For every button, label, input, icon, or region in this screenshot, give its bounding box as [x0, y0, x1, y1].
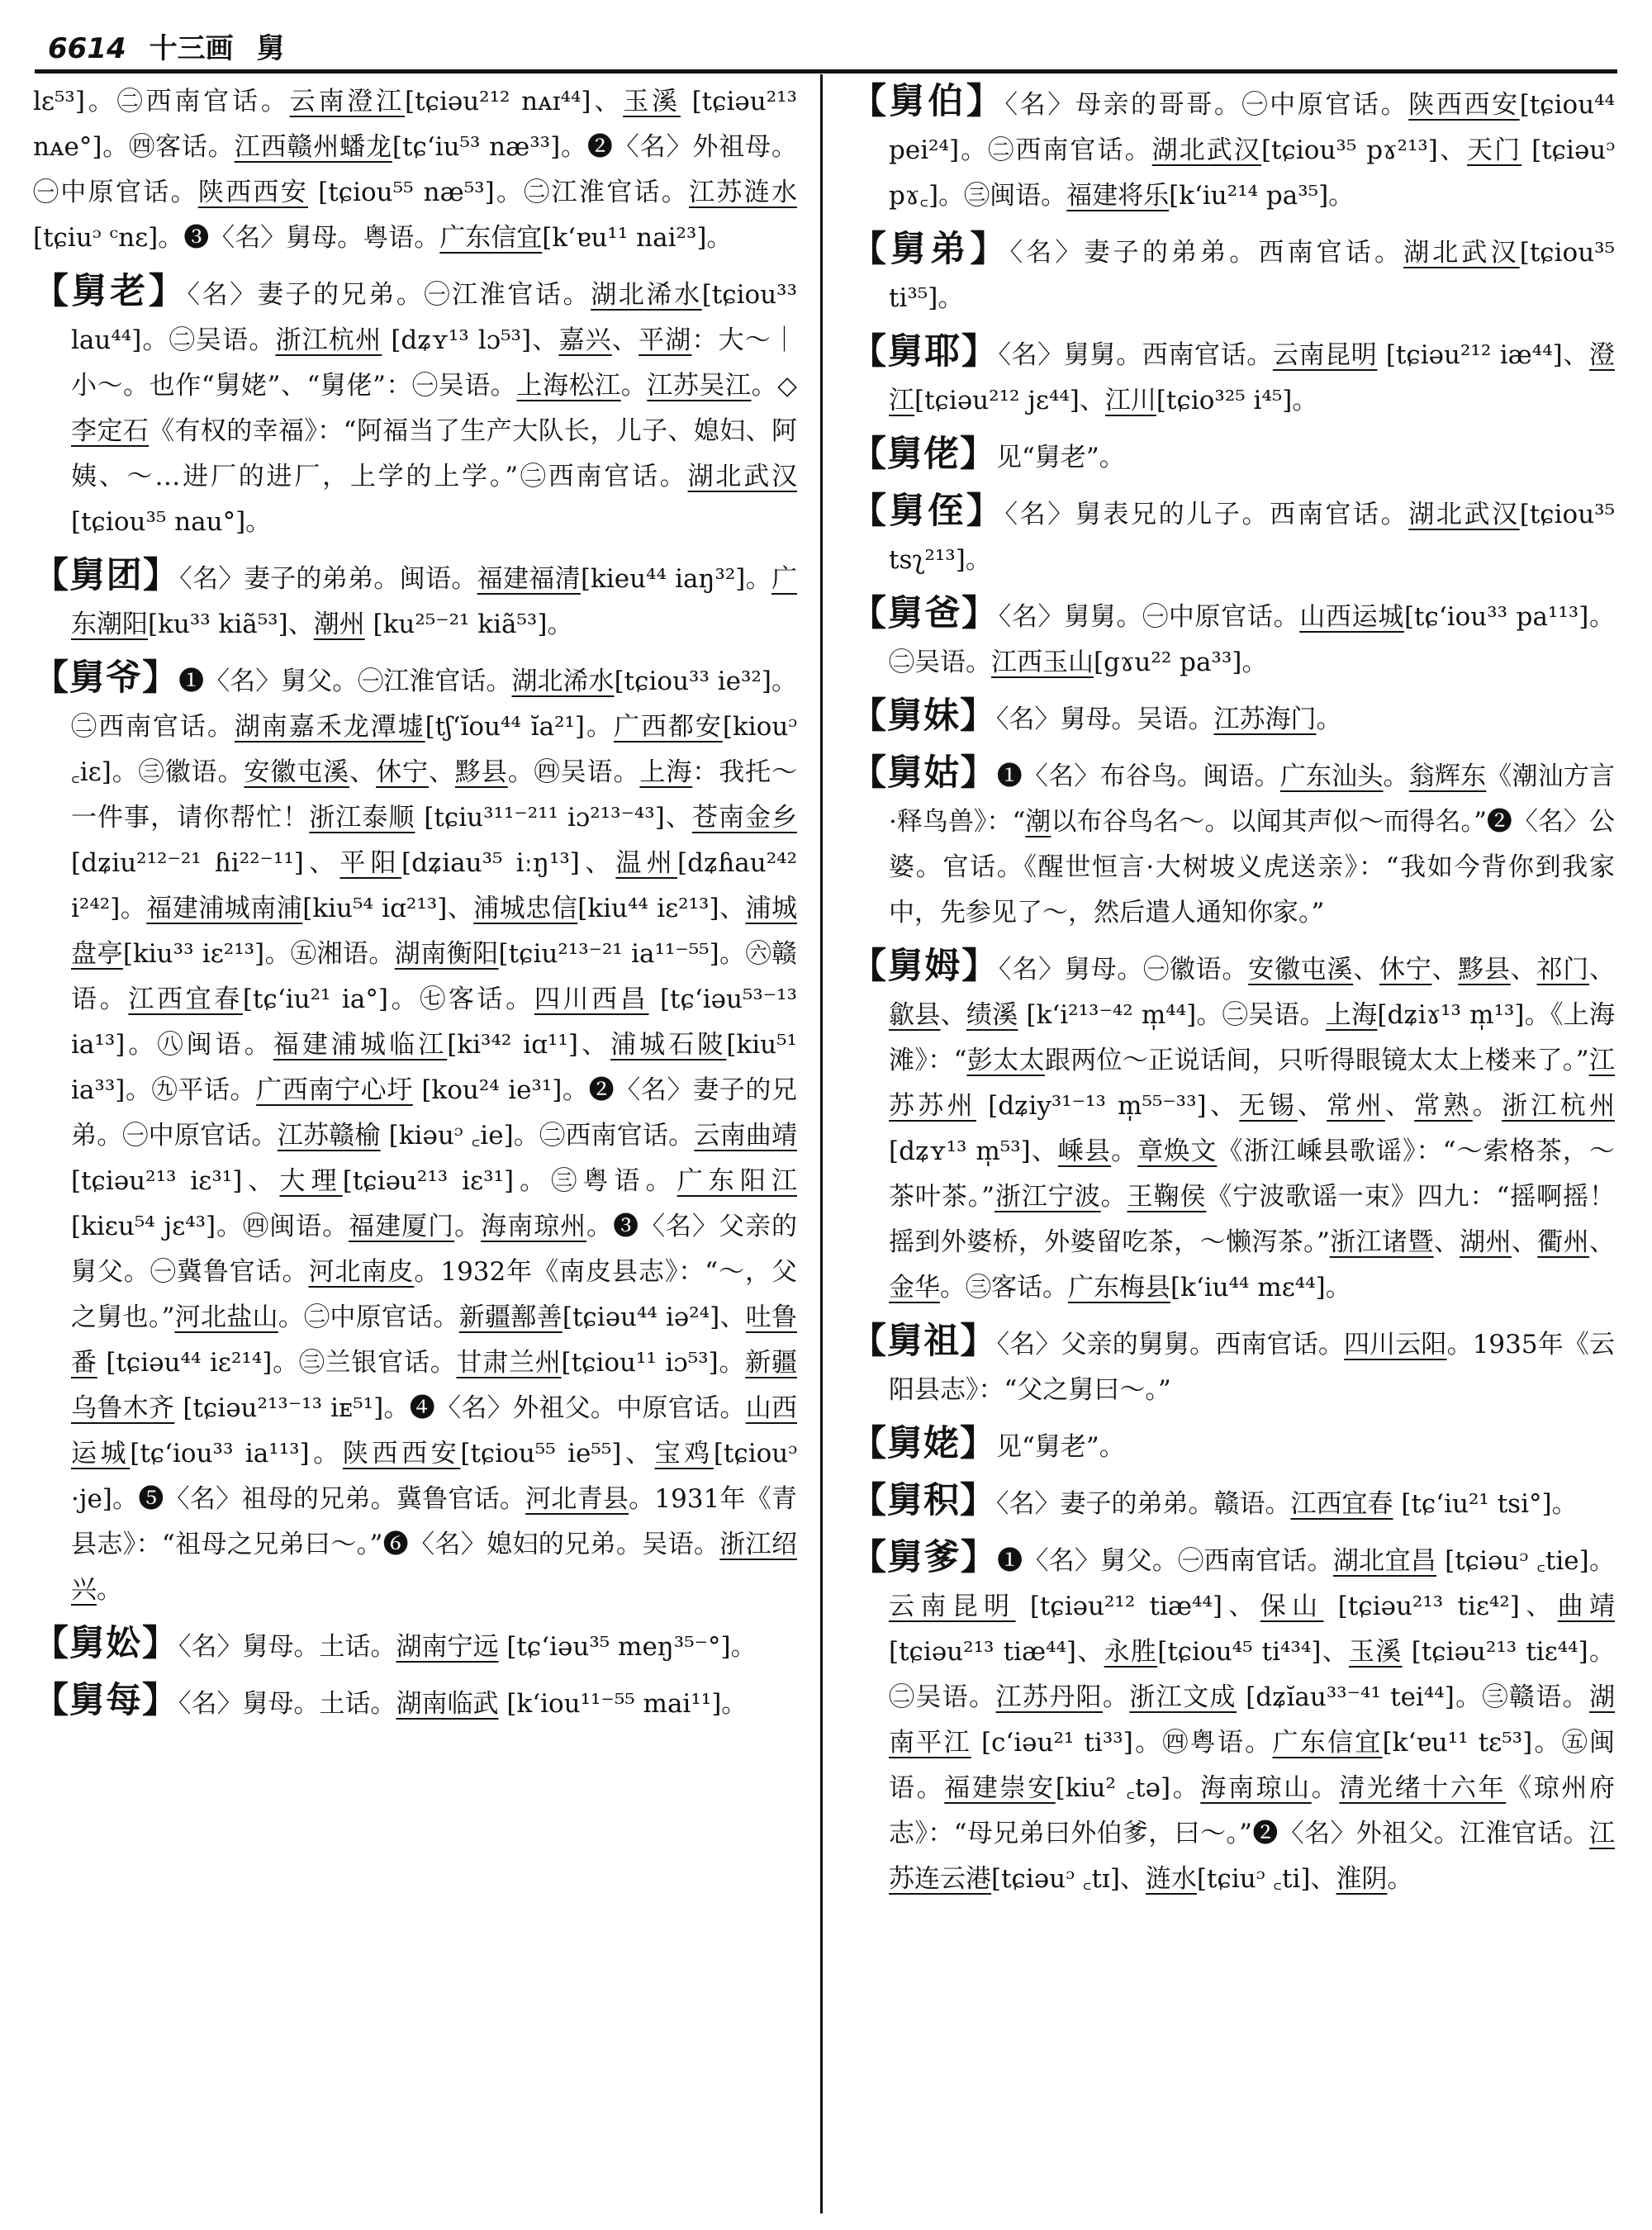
definition-text: [tɕiuᵓ ꜀ti]、	[1196, 1864, 1336, 1894]
definition-text: 。◇	[751, 371, 797, 401]
definition-text: [ku³³ kiã⁵³]、	[148, 610, 314, 639]
definition-text: 跟两位～正说话间，只听得眼镜太太上楼来了。”	[1044, 1046, 1589, 1075]
stroke-section: 十三画	[149, 32, 234, 66]
definition-text: [ku²⁵⁻²¹ kiã⁵³]。	[364, 610, 573, 639]
headword: 【舅爷】	[33, 657, 179, 699]
definition-text: 、	[611, 325, 639, 355]
definition-text: [tɕiəu⁴⁴ iɛ²¹⁴]。㊂兰银官话。	[97, 1348, 457, 1378]
definition-text: 。	[1311, 1773, 1340, 1803]
definition-text: 、	[1589, 955, 1615, 985]
definition-text: [tɕiou³³ lau⁴⁴]。㊁吴语。	[71, 280, 797, 355]
definition-text: 〈名〉母亲的哥哥。㊀中原官话。	[1004, 90, 1409, 120]
definition-text: 、	[1297, 1091, 1327, 1121]
dictionary-entry	[33, 656, 797, 1613]
definition-text: [cʻiəu²¹ ti³³]。㊃粤语。	[971, 1728, 1273, 1758]
underlined-term: 河北南皮	[308, 1257, 415, 1287]
definition-text: 以布谷鸟名～。以闻其声似～而得名。”❷〈名〉公婆。官话。《醒世恒言·大树坡义虎送亲》：“我如今背你到我家中，先参见了～，然后遣人通知你家。”	[889, 807, 1615, 928]
definition-text: [ki³⁴² iɑ¹¹]、	[447, 1030, 611, 1060]
underlined-term: 湖南宁远	[396, 1632, 499, 1662]
definition-text: [tɕiəu²¹³ iɛ³¹]、	[71, 1166, 280, 1196]
underlined-term: 江苏苏州	[889, 1046, 1615, 1121]
underlined-term: 天门	[1467, 135, 1522, 165]
definition-text: ：大～｜小～。也作“舅姥”、“舅佬”：㊀吴语。	[71, 325, 797, 401]
underlined-term: 广东潮阳	[71, 564, 797, 639]
definition-text: 、	[349, 757, 377, 787]
underlined-term: 江苏赣榆	[277, 1121, 381, 1151]
definition-text: 。㊁中原官话。	[278, 1302, 459, 1332]
definition-text: 〈名〉舅舅。西南官话。	[998, 340, 1273, 370]
underlined-term: 浙江诸暨	[1329, 1227, 1434, 1257]
definition-text: 。㊃吴语。	[507, 757, 640, 787]
underlined-term: 山西运城	[1299, 602, 1404, 632]
underlined-term: 湖南衡阳	[394, 939, 499, 969]
definition-text: 〈名〉妻子的兄弟。㊀江淮官话。	[187, 280, 591, 310]
underlined-term: 海南琼州	[481, 1212, 587, 1241]
underlined-term: 翁辉东	[1408, 762, 1487, 791]
definition-text: [dʑiu²¹²⁻²¹ ɦi²²⁻¹¹]、	[71, 848, 340, 878]
definition-text: [tɕiəu²¹³ tiɛ⁴²]、	[1323, 1592, 1558, 1621]
underlined-term: 嘉兴	[558, 325, 612, 355]
definition-text: [tɕiəuᵓ ꜀tɪ]、	[991, 1864, 1146, 1894]
definition-text: [gɤu²² pa³³]。	[1094, 648, 1268, 677]
definition-text: 、	[1433, 1227, 1460, 1257]
definition-text: [tɕiəu²¹³ tiɛ⁴⁴]。㊁吴语。	[889, 1637, 1615, 1712]
definition-text: [tɕio³²⁵ i⁴⁵]。	[1156, 386, 1318, 415]
underlined-term: 湖北浠水	[591, 280, 702, 310]
definition-text: [tɕʻiou³³ pa¹¹³]。㊁吴语。	[889, 602, 1615, 677]
underlined-term: 嵊县	[1057, 1136, 1112, 1166]
definition-text: [tɕʻiu²¹ tsi°]。	[1393, 1489, 1578, 1519]
underlined-term: 上海松江	[516, 371, 621, 401]
definition-text: [dʑiau³⁵ iːŋ¹³]、	[401, 848, 616, 878]
definition-text: 《宁波歌谣一束》四九：“摇啊摇！摇到外婆桥，外婆留吃茶，～懒泻茶。”	[889, 1182, 1615, 1257]
underlined-term: 江苏吴江	[647, 371, 752, 401]
underlined-term: 湖北武汉	[687, 462, 797, 491]
headword: 【舅姆】	[851, 946, 999, 987]
definition-text: 〈名〉舅母。土话。	[178, 1689, 396, 1719]
underlined-term: 湖州	[1460, 1227, 1512, 1257]
definition-text: [tɕʻiəu³⁵ meŋ³⁵⁻°]。	[498, 1632, 757, 1662]
definition-text: 〈名〉舅母。吴语。	[996, 705, 1214, 734]
definition-text: 。	[1383, 762, 1409, 791]
dictionary-entry	[33, 269, 797, 545]
underlined-term: 玉溪	[623, 87, 681, 116]
definition-text: 。	[1387, 1864, 1413, 1894]
underlined-term: 陕西西安	[197, 178, 309, 207]
definition-text: 、	[1511, 1227, 1538, 1257]
underlined-term: 浦城忠信	[473, 894, 578, 923]
definition-text: 。	[97, 1575, 122, 1605]
dictionary-entry	[851, 1478, 1615, 1527]
definition-text: [tɕiəu²¹² jɛ⁴⁴]、	[914, 386, 1105, 415]
underlined-term: 休宁	[376, 757, 429, 787]
definition-text: [tɕiəu²¹³⁻¹³ iᴇ⁵¹]。❹〈名〉外祖父。中原官话。	[174, 1393, 746, 1423]
definition-text: [kʻiu⁴⁴ mɛ⁴⁴]。	[1170, 1273, 1351, 1302]
dictionary-entry	[851, 694, 1615, 743]
underlined-term: 广东梅县	[1068, 1273, 1170, 1302]
underlined-term: 浙江泰顺	[309, 803, 415, 833]
dictionary-entry	[851, 79, 1615, 219]
underlined-term: 李定石	[71, 416, 150, 446]
underlined-term: 江苏海门	[1213, 705, 1317, 734]
definition-text: 〈名〉妻子的弟弟。赣语。	[996, 1489, 1291, 1519]
definition-text: [kiu⁵¹ ia³³]。㊈平话。	[71, 1030, 797, 1105]
headword: 【舅侄】	[851, 491, 1005, 532]
underlined-term: 江西宜春	[128, 985, 243, 1014]
column-divider	[820, 74, 823, 2213]
definition-text: [tɕʻiu²¹ ia°]。㊆客话。	[242, 985, 534, 1014]
definition-text: [tɕiəu²¹³ nᴀe°]。㊃客话。	[33, 87, 797, 162]
page-header	[48, 15, 1617, 66]
underlined-term: 新疆鄯善	[458, 1302, 563, 1332]
underlined-term: 王鞠侯	[1127, 1182, 1207, 1212]
definition-text: 、	[428, 757, 455, 787]
headword: 【舅妹】	[851, 695, 996, 737]
dictionary-entry	[851, 751, 1615, 936]
definition-text: 。	[1100, 1182, 1127, 1212]
dictionary-entry	[851, 944, 1615, 1311]
right-column	[851, 79, 1615, 2210]
underlined-term: 湖北浠水	[511, 667, 615, 696]
underlined-term: 江西赣州蟠龙	[234, 132, 392, 162]
definition-text: 《浙江嵊县歌谣》：“～索格茶，～茶叶茶。”	[889, 1136, 1615, 1212]
definition-text: [kiu⁵⁴ iɑ²¹³]、	[302, 894, 474, 923]
definition-text: 。	[620, 371, 648, 401]
definition-text: [tɕiəu²¹² tiæ⁴⁴]、	[1015, 1592, 1260, 1621]
underlined-term: 江西宜春	[1290, 1489, 1393, 1519]
underlined-term: 福建将乐	[1066, 181, 1170, 211]
definition-text: 〈名〉舅舅。㊀中原官话。	[998, 602, 1300, 632]
headword: 【舅爹】	[851, 1537, 998, 1578]
underlined-term: 温州	[615, 848, 677, 878]
underlined-term: 潮州	[313, 610, 365, 639]
definition-text: [tɕiou³⁵ tsʅ²¹³]。	[889, 500, 1615, 575]
underlined-term: 云南曲靖	[694, 1121, 797, 1151]
definition-text: [dʑɦau²⁴² i²⁴²]。	[71, 848, 797, 923]
definition-text: 〈名〉妻子的弟弟。西南官话。	[1009, 238, 1404, 268]
definition-text: [kʻi²¹³⁻⁴² m̩⁴⁴]。㊁吴语。	[1018, 1000, 1326, 1030]
underlined-term: 广东汕头	[1279, 762, 1384, 791]
underlined-term: 陕西西安	[1408, 90, 1520, 120]
underlined-term: 浙江宁波	[995, 1182, 1101, 1212]
underlined-term: 衢州	[1537, 1227, 1590, 1257]
underlined-term: 广西都安	[613, 712, 723, 742]
definition-text: 〈名〉舅母。㊀徽语。	[999, 955, 1249, 985]
definition-text: [tɕiu²¹³⁻²¹ ia¹¹⁻⁵⁵]。㊅赣语。	[71, 939, 797, 1014]
underlined-term: 湖北武汉	[1403, 238, 1520, 268]
definition-text: 、	[1510, 955, 1537, 985]
underlined-term: 祁门	[1536, 955, 1590, 985]
underlined-term: 浦城盘亭	[71, 894, 797, 969]
underlined-term: 浙江文成	[1129, 1682, 1237, 1712]
headword: 【舅妐】	[33, 1623, 178, 1664]
underlined-term: 河北青县	[525, 1484, 629, 1514]
definition-text: [tɕiəu²¹² iæ⁴⁴]、	[1377, 340, 1590, 370]
underlined-term: 山西运城	[71, 1393, 797, 1468]
underlined-term: 广西南宁心圩	[256, 1075, 413, 1105]
underlined-term: 彭太太	[966, 1046, 1045, 1075]
dictionary-entry	[33, 1621, 797, 1670]
headword: 【舅祖】	[851, 1321, 997, 1362]
underlined-term: 常熟	[1414, 1091, 1473, 1121]
definition-text: [kʻiou¹¹⁻⁵⁵ mai¹¹]。	[498, 1689, 748, 1719]
underlined-term: 永胜	[1104, 1637, 1158, 1667]
underlined-term: 大理	[279, 1166, 343, 1196]
definition-text: [tɕiəu²¹³ tiæ⁴⁴]、	[889, 1637, 1104, 1667]
definition-text: 。1931年《青县志》：“祖母之兄弟曰～。”❻〈名〉媳妇的兄弟。吴语。	[71, 1484, 797, 1559]
underlined-term: 四川云阳	[1344, 1330, 1447, 1359]
headword: 【舅姥】	[851, 1423, 996, 1464]
dictionary-entry	[851, 1421, 1615, 1470]
underlined-term: 湖南临武	[396, 1689, 499, 1719]
underlined-term: 黟县	[1458, 955, 1511, 985]
definition-text: 。1932年《南皮县志》：“～，父之舅也。”	[71, 1257, 797, 1332]
definition-text: 。1935年《云阳县志》：“父之舅曰～。”	[889, 1330, 1615, 1405]
underlined-term: 章焕文	[1137, 1136, 1218, 1166]
definition-text: [dʑĭau³³⁻⁴¹ tei⁴⁴]。㊂赣语。	[1236, 1682, 1590, 1712]
dictionary-entry	[33, 553, 797, 648]
dictionary-entry	[33, 1678, 797, 1727]
definition-text: [kou²⁴ ie³¹]。❷〈名〉妻子的兄弟。㊀中原官话。	[71, 1075, 797, 1151]
definition-text: [kiu² ꜀tə]。	[1055, 1773, 1201, 1803]
underlined-term: 广东阳江	[676, 1166, 797, 1196]
underlined-term: 上海	[1325, 1000, 1378, 1030]
definition-text: [kiouᵓ ꜀iɛ]。㊂徽语。	[71, 712, 797, 787]
entry-continuation	[33, 79, 797, 261]
underlined-term: 云南昆明	[1272, 340, 1378, 370]
underlined-term: 甘肃兰州	[456, 1348, 562, 1378]
underlined-term: 宝鸡	[654, 1439, 714, 1468]
underlined-term: 广东信宜	[1272, 1728, 1383, 1758]
headword: 【舅伯】	[851, 81, 1005, 122]
underlined-term: 清光绪十六年	[1339, 1773, 1507, 1803]
dictionary-entry	[851, 1319, 1615, 1413]
definition-text: ❶〈名〉布谷鸟。闽语。	[996, 762, 1280, 791]
underlined-term: 福建福清	[477, 564, 581, 594]
underlined-term: 黟县	[454, 757, 508, 787]
underlined-term: 涟水	[1145, 1864, 1197, 1894]
header-rule	[35, 69, 1617, 74]
definition-text: [tɕiou³⁵ nau°]。	[71, 507, 272, 537]
definition-text: [kiəuᵓ ꜀ie]。㊁西南官话。	[380, 1121, 695, 1151]
dictionary-entry	[851, 432, 1615, 481]
headword: 【舅佬】	[851, 434, 996, 475]
definition-text: [tɕiu³¹¹⁻²¹¹ iɔ²¹³⁻⁴³]、	[415, 803, 692, 833]
underlined-term: 平湖	[638, 325, 692, 355]
definition-text: 〈名〉妻子的弟弟。闽语。	[179, 564, 477, 594]
underlined-term: 金华	[889, 1273, 940, 1302]
underlined-term: 浦城石陂	[610, 1030, 727, 1060]
definition-text: [tɕiou⁵⁵ næ⁵³]。㊁江淮官话。	[308, 178, 690, 207]
underlined-term: 湖南平江	[889, 1682, 1615, 1758]
underlined-term: 新疆乌鲁木齐	[71, 1348, 797, 1423]
headword: 【舅团】	[33, 555, 180, 596]
definition-text: 。㊂客话。	[940, 1273, 1068, 1302]
underlined-term: 湖南嘉禾龙潭墟	[234, 712, 425, 742]
underlined-term: 淮阴	[1336, 1864, 1388, 1894]
definition-text: 。	[1103, 1682, 1130, 1712]
dictionary-entry	[851, 330, 1615, 424]
definition-text: [tɕiəuᵓ ꜀tie]。	[1436, 1546, 1615, 1576]
definition-text: [tɕʻiou³³ ia¹¹³]。	[130, 1439, 343, 1468]
underlined-term: 无锡	[1239, 1091, 1298, 1121]
definition-text: 、	[1589, 1227, 1615, 1257]
underlined-term: 歙县	[889, 1000, 941, 1030]
definition-text: [kʻɐu¹¹ nai²³]。	[542, 223, 733, 253]
definition-text: lɛ⁵³]。㊁西南官话。	[33, 87, 290, 116]
underlined-term: 云南昆明	[889, 1592, 1016, 1621]
underlined-term: 休宁	[1379, 955, 1432, 985]
definition-text: [tɕiou⁴⁵ ti⁴³⁴]、	[1157, 1637, 1350, 1667]
underlined-term: 平阳	[339, 848, 401, 878]
underlined-term: 广东信宜	[439, 223, 543, 253]
definition-text: [tɕiou⁵⁵ ie⁵⁵]、	[460, 1439, 655, 1468]
underlined-term: 江川	[1104, 386, 1156, 415]
definition-text: [tɕiou³³ ie³²]。㊁西南官话。	[71, 667, 797, 742]
page-number: 6614	[48, 32, 126, 66]
definition-text: [tʃʻĭou⁴⁴ ĭa²¹]。	[425, 712, 614, 742]
definition-text: [kiɛu⁵⁴ jɛ⁴³]。㊃闽语。	[71, 1212, 349, 1241]
definition-text: [kiu⁴⁴ iɛ²¹³]、	[577, 894, 746, 923]
definition-text: [dʑʏ¹³ m̩⁵³]、	[889, 1136, 1058, 1166]
headword: 【舅姑】	[851, 752, 997, 794]
underlined-term: 云南澄江	[289, 87, 406, 116]
header-character: 舅	[256, 32, 285, 66]
definition-text: [tɕiou³⁵ pɤ²¹³]、	[1260, 135, 1468, 165]
definition-text: [kʻɐu¹¹ tɛ⁵³]。㊄闽语。	[889, 1728, 1615, 1803]
definition-text: 《有权的幸福》：“阿福当了生产大队长，儿子、媳妇、阿姨、～…进厂的进厂，上学的上学。”㊁西南官话。	[71, 416, 797, 491]
definition-text: [tɕiəu²¹² nᴀɪ⁴⁴]、	[405, 87, 624, 116]
definition-text: ❶〈名〉舅父。㊀江淮官话。	[178, 667, 512, 696]
definition-text: ❶〈名〉舅父。㊀西南官话。	[997, 1546, 1333, 1576]
definition-text: [dʑiɤ¹³ m̩¹³]。《上海滩》：“	[889, 1000, 1615, 1075]
definition-text: ：我托～一件事，请你帮忙！	[71, 757, 797, 833]
headword: 【舅积】	[851, 1480, 996, 1521]
definition-text: [tɕʻiəu⁵³⁻¹³ ia¹³]。㊇闽语。	[71, 985, 797, 1060]
definition-text: [dʑiy³¹⁻¹³ m̩⁵⁵⁻³³]、	[976, 1091, 1240, 1121]
definition-text: 。	[1111, 1136, 1138, 1166]
underlined-term: 安徽屯溪	[244, 757, 350, 787]
definition-text: [tɕiou⁴⁴ pei²⁴]。㊁西南官话。	[889, 90, 1615, 165]
definition-text: [kieu⁴⁴ iaŋ³²]。	[580, 564, 772, 594]
definition-text: [tɕiou³⁵ ti³⁵]。	[889, 238, 1615, 313]
definition-text: 、	[940, 1000, 966, 1030]
definition-text: 见“舅老”。	[996, 443, 1125, 472]
headword: 【舅爸】	[851, 593, 999, 634]
underlined-term: 上海	[639, 757, 693, 787]
definition-text: 《琼州府志》：“母兄弟曰外伯爹，曰～。”❷〈名〉外祖父。江淮官话。	[889, 1773, 1615, 1848]
underlined-term: 保山	[1260, 1592, 1324, 1621]
definition-text: [tɕiou¹¹ iɔ⁵³]。	[561, 1348, 746, 1378]
underlined-term: 福建厦门	[349, 1212, 455, 1241]
underlined-term: 湖北武汉	[1408, 500, 1520, 529]
underlined-term: 海南琼山	[1200, 1773, 1312, 1803]
definition-text: 〈名〉父亲的舅舅。西南官话。	[996, 1330, 1344, 1359]
underlined-term: 江西玉山	[991, 648, 1094, 677]
underlined-term: 澄江	[889, 340, 1615, 415]
underlined-term: 四川西昌	[534, 985, 649, 1014]
underlined-term: 福建浦城南浦	[146, 894, 303, 923]
definition-text: 。	[454, 1212, 482, 1241]
headword: 【舅耶】	[851, 331, 999, 372]
headword: 【舅每】	[33, 1680, 178, 1721]
definition-text: [tɕiuᵓ ᶜnɛ]。❸〈名〉舅母。粤语。	[33, 223, 440, 253]
definition-text: 见“舅老”。	[996, 1432, 1125, 1462]
dictionary-entry	[851, 1535, 1615, 1902]
underlined-term: 吐鲁番	[71, 1302, 797, 1378]
underlined-term: 福建崇安	[944, 1773, 1056, 1803]
headword: 【舅老】	[33, 271, 188, 312]
underlined-term: 苍南金乡	[691, 803, 797, 833]
underlined-term: 曲靖	[1557, 1592, 1615, 1621]
underlined-term: 潮	[1025, 807, 1051, 837]
definition-text: [tɕiəuᵓ pɤ꜀]。㊂闽语。	[889, 135, 1615, 211]
underlined-term: 玉溪	[1349, 1637, 1403, 1667]
dictionary-entry	[851, 227, 1615, 321]
headword: 【舅弟】	[851, 229, 1010, 270]
underlined-term: 浙江绍兴	[71, 1530, 797, 1605]
definition-text: 〈名〉舅表兄的儿子。西南官话。	[1004, 500, 1409, 529]
left-column	[33, 79, 797, 2210]
definition-text: 《潮汕方言·释鸟兽》：“	[889, 762, 1615, 837]
definition-text: [tɕiəu⁴⁴ iə²⁴]、	[562, 1302, 746, 1332]
underlined-term: 湖北武汉	[1151, 135, 1261, 165]
definition-text: [kiu³³ iɛ²¹³]。㊄湘语。	[122, 939, 395, 969]
definition-text: 。❸〈名〉父亲的舅父。㊀冀鲁官话。	[71, 1212, 797, 1287]
definition-text: 。	[1472, 1091, 1502, 1121]
definition-text: 、	[1384, 1091, 1415, 1121]
underlined-term: 浙江杭州	[1502, 1091, 1615, 1121]
underlined-term: 河北盐山	[174, 1302, 278, 1332]
definition-text: [tɕiəu²¹³ iɛ³¹]。㊂粤语。	[342, 1166, 677, 1196]
underlined-term: 湖北宜昌	[1332, 1546, 1437, 1576]
definition-text: 。	[1316, 705, 1342, 734]
underlined-term: 绩溪	[966, 1000, 1018, 1030]
underlined-term: 江苏连云港	[889, 1819, 1615, 1894]
underlined-term: 陕西西安	[342, 1439, 461, 1468]
definition-text: 〈名〉舅母。土话。	[178, 1632, 396, 1662]
definition-text: [kʻiu²¹⁴ pa³⁵]。	[1169, 181, 1355, 211]
dictionary-entry	[851, 489, 1615, 583]
dictionary-entry	[851, 591, 1615, 686]
underlined-term: 江苏涟水	[689, 178, 797, 207]
definition-text: [dʑʏ¹³ lɔ⁵³]、	[382, 325, 559, 355]
definition-text: 、	[1431, 955, 1459, 985]
underlined-term: 安徽屯溪	[1248, 955, 1354, 985]
definition-text: 、	[1353, 955, 1379, 985]
underlined-term: 浙江杭州	[275, 325, 382, 355]
underlined-term: 江苏丹阳	[995, 1682, 1104, 1712]
definition-text: [tɕiouᵓ ·je]。❺〈名〉祖母的兄弟。冀鲁官话。	[71, 1439, 797, 1514]
underlined-term: 常州	[1327, 1091, 1385, 1121]
underlined-term: 福建浦城临江	[273, 1030, 448, 1060]
definition-text: [tɕʻiu⁵³ næ³³]。❷〈名〉外祖母。㊀中原官话。	[33, 132, 797, 207]
